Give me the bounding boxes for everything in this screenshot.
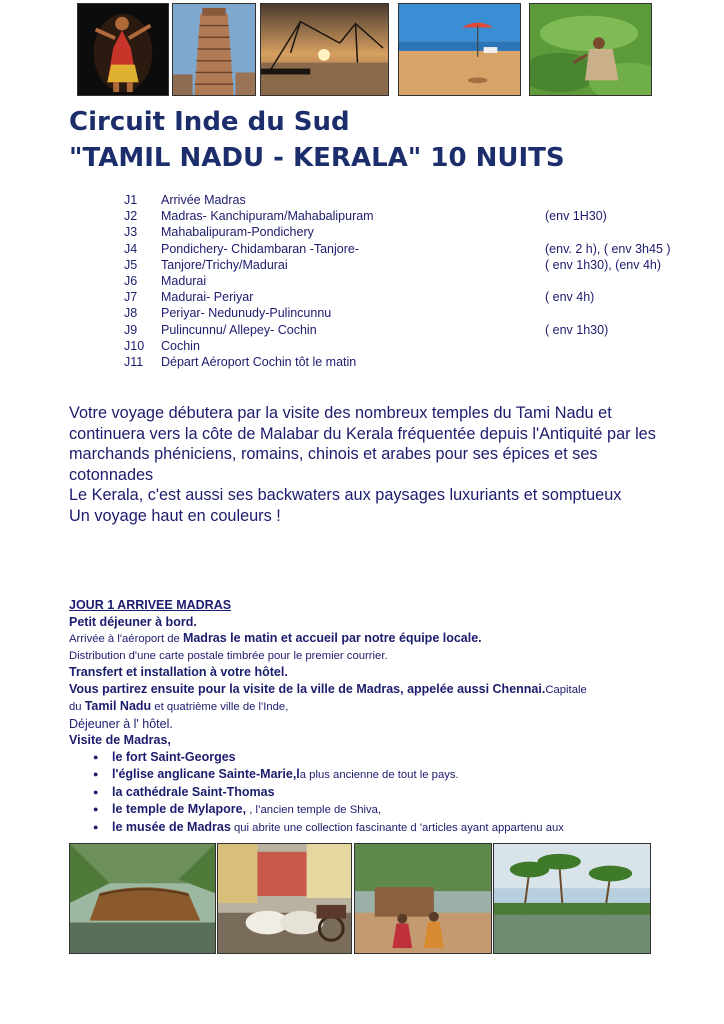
itinerary-row: [120, 354, 700, 370]
photo-beach-umbrella: [398, 3, 521, 96]
day1-arrival-text: Arrivée à l'aéroport de: [69, 633, 183, 645]
itinerary-route: Mahabalipuram-Pondichery: [161, 225, 314, 240]
visit-list-item: [93, 784, 669, 802]
itinerary-row: [120, 192, 700, 208]
itinerary-duration: (env. 2 h), ( env 3h45 ): [545, 241, 671, 256]
day1-transfer: Transfert et installation à votre hôtel.: [69, 665, 288, 679]
itinerary-day: J6: [124, 273, 138, 288]
itinerary-route: Tanjore/Trichy/Madurai: [161, 257, 288, 272]
itinerary-day: J9: [124, 322, 138, 337]
title-line-1: Circuit Inde du Sud: [69, 107, 350, 137]
photo-fishing-nets-sunset: [260, 3, 389, 96]
itinerary-list: [120, 192, 700, 370]
day1-city-visit: [69, 681, 669, 699]
itinerary-route: Madurai- Periyar: [161, 290, 254, 305]
day1-visit-heading: Visite de Madras,: [69, 733, 171, 747]
photo-backwater-palms: [493, 843, 651, 954]
visit-list-item: [93, 749, 669, 767]
day1-city-visit-bold: Vous partirez ensuite pour la visite de la ville de Madras, appelée aussi Chennai.: [69, 681, 546, 696]
visit-item-bold: le temple de Mylapore,: [112, 802, 247, 816]
itinerary-day: J4: [124, 241, 138, 256]
intro-paragraph-1: Votre voyage débutera par la visite des nombreux temples du Tami Nadu et continuera vers la côte de Malabar du Kerala fréquentée depuis l'Antiquité par les marchands phéniciens, romains, chinois et arabes pour ses épices et ses cotonnades: [69, 404, 656, 484]
itinerary-day: J5: [124, 257, 138, 272]
day1-capital-rest: et quatrième ville de l'Inde,: [151, 701, 289, 713]
itinerary-duration: ( env 1h30), (env 4h): [545, 257, 662, 272]
visit-item-text: qui abrite une collection fascinante d 'articles ayant appartenu aux: [230, 821, 564, 834]
day1-tamil-nadu: Tamil Nadu: [84, 699, 152, 713]
itinerary-day: J10: [124, 338, 145, 353]
day1-capital-line: [69, 698, 669, 716]
visit-item-text: a plus ancienne de tout le pays.: [299, 769, 459, 781]
visit-item-text: , l’ancien temple de Shiva,: [246, 804, 382, 816]
day1-capital-word: Capitale: [545, 683, 587, 696]
itinerary-row: [120, 224, 700, 240]
day1-arrival: [69, 630, 669, 648]
itinerary-route: Cochin: [161, 338, 200, 353]
page-title: [69, 104, 689, 176]
itinerary-row: [120, 257, 700, 273]
day1-postcard: Distribution d'une carte postale timbrée pour le premier courrier.: [69, 649, 388, 662]
day1-breakfast: Petit déjeuner à bord.: [69, 614, 197, 629]
itinerary-route: Madurai: [161, 273, 207, 288]
photo-dancer: [77, 3, 169, 96]
photo-tea-picker: [529, 3, 652, 96]
itinerary-day: J1: [124, 193, 138, 207]
itinerary-row: [120, 273, 700, 289]
itinerary-row: [120, 338, 700, 354]
itinerary-route: Madras- Kanchipuram/Mahabalipuram: [161, 209, 374, 224]
photo-temple-gopuram: [172, 3, 256, 96]
intro-paragraph-2: Le Kerala, c'est aussi ses backwaters aux paysages luxuriants et somptueux: [69, 486, 622, 505]
itinerary-day: J8: [124, 306, 138, 321]
visit-item-bold: l'église anglicane Sainte-Marie,l: [112, 767, 300, 781]
itinerary-day: J3: [124, 225, 138, 240]
itinerary-route: Periyar- Nedunudy-Pulincunnu: [161, 306, 332, 321]
day1-arrival-bold: Madras le matin et accueil par notre équipe locale.: [182, 631, 482, 645]
visit-list-item: [93, 801, 669, 819]
itinerary-row: [120, 322, 700, 338]
itinerary-route: Pondichery- Chidambaran -Tanjore-: [161, 241, 360, 256]
intro-text: [69, 403, 669, 527]
itinerary-row: [120, 289, 700, 305]
itinerary-duration: (env 1H30): [545, 209, 607, 224]
visit-item-bold: le fort Saint-Georges: [112, 749, 236, 764]
itinerary-route: Départ Aéroport Cochin tôt le matin: [161, 354, 357, 369]
itinerary-row: [120, 241, 700, 257]
itinerary-duration: ( env 1h30): [545, 322, 609, 337]
itinerary-duration: ( env 4h): [545, 290, 595, 305]
itinerary-row: [120, 208, 700, 224]
day1-section: [69, 597, 669, 836]
itinerary-day: J7: [124, 290, 138, 305]
visit-item-bold: la cathédrale Saint-Thomas: [112, 784, 275, 799]
day1-visit-list: [93, 749, 669, 837]
itinerary-day: J2: [124, 209, 138, 224]
visit-list-item: [93, 766, 669, 784]
photo-village-women: [354, 843, 492, 954]
day1-lunch: Déjeuner à l' hôtel.: [69, 716, 173, 731]
day1-capital-du: du: [69, 701, 85, 713]
visit-item-bold: le musée de Madras: [112, 819, 231, 834]
intro-paragraph-3: Un voyage haut en couleurs !: [69, 506, 281, 525]
itinerary-route: Pulincunnu/ Allepey- Cochin: [161, 322, 317, 337]
photo-houseboat: [69, 843, 216, 954]
itinerary-row: [120, 305, 700, 321]
itinerary-day: J11: [124, 354, 144, 369]
itinerary-route: Arrivée Madras: [161, 193, 246, 207]
visit-list-item: [93, 819, 669, 837]
day1-heading: JOUR 1 ARRIVEE MADRAS: [69, 598, 232, 612]
photo-ox-cart-street: [217, 843, 352, 954]
title-line-2: "TAMIL NADU - KERALA" 10 NUITS: [69, 143, 565, 173]
